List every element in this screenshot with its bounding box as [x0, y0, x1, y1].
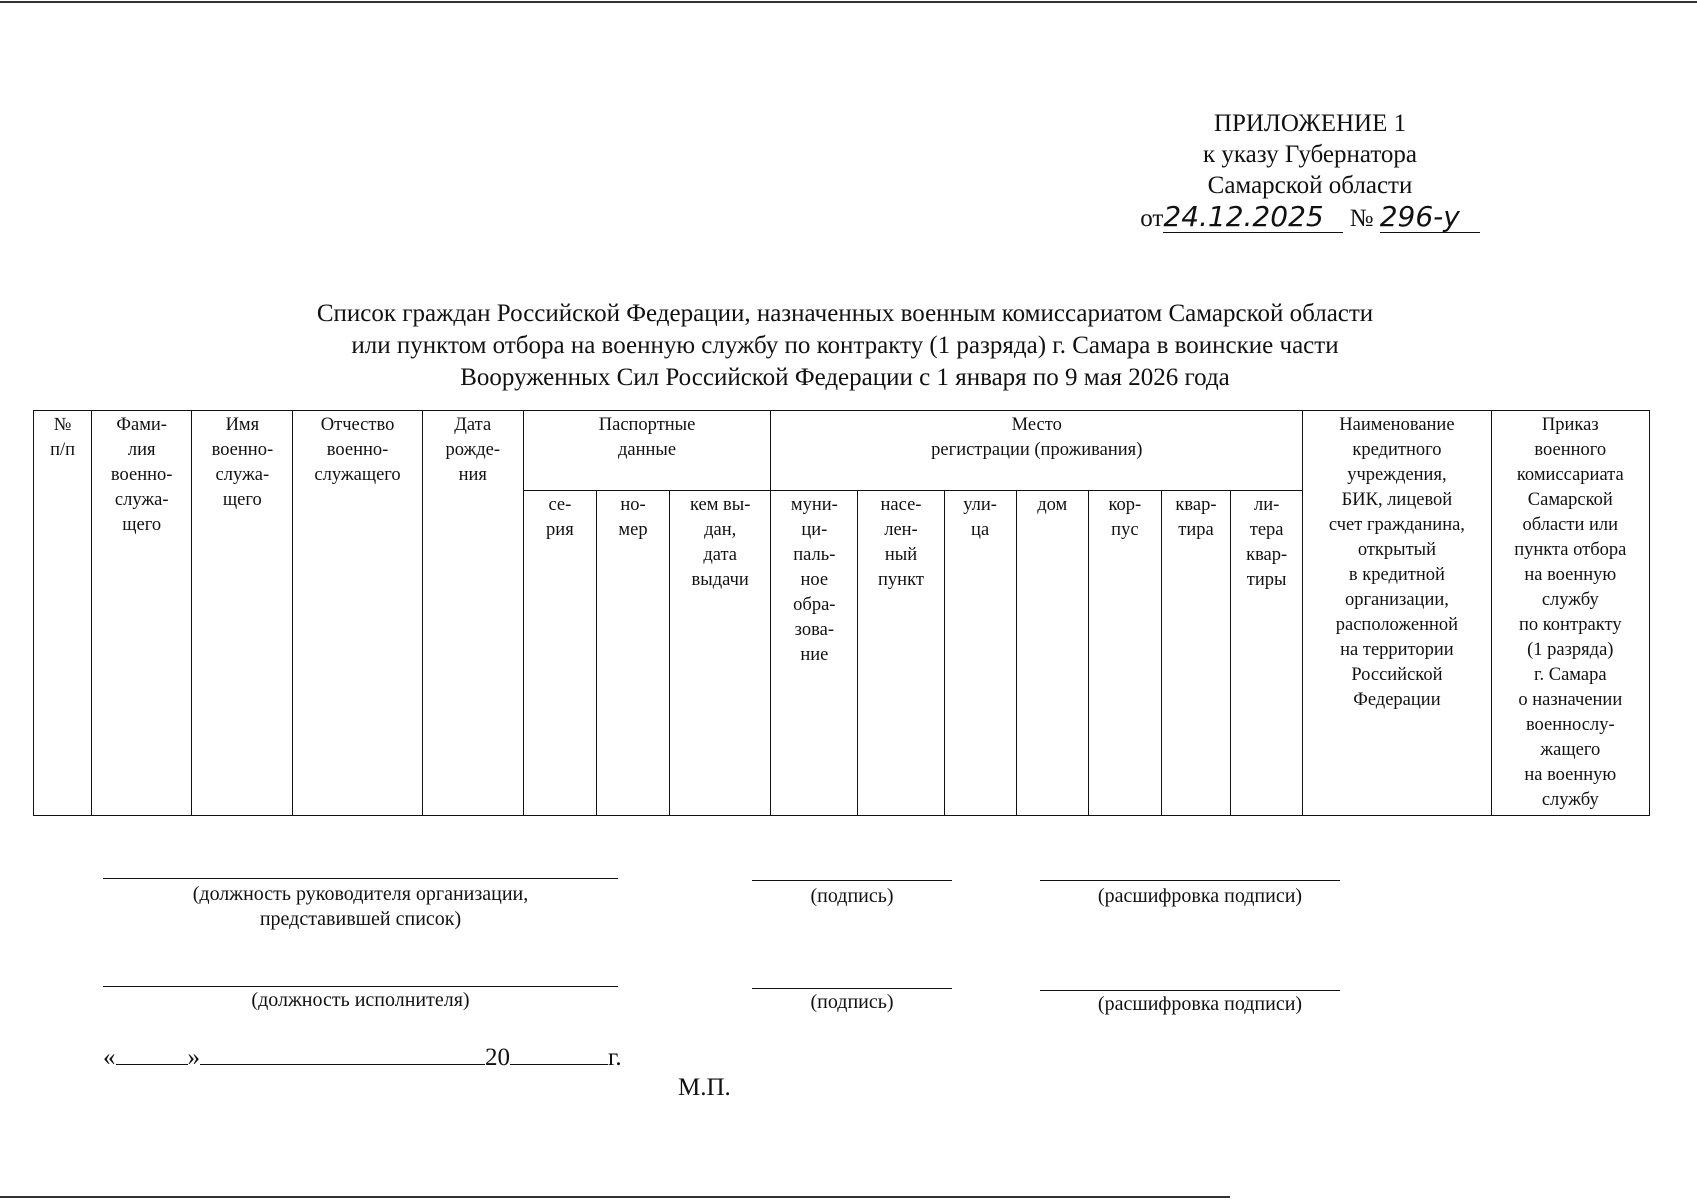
decode-caption-2: (расшифровка подписи) [1097, 993, 1303, 1015]
appendix-title: ПРИЛОЖЕНИЕ 1 [1213, 110, 1407, 137]
title-line-2: или пунктом отбора на военную службу по контракту (1 разряда) г. Самара в воинские части [351, 332, 1339, 359]
signature-caption-2: (подпись) [810, 991, 894, 1013]
table-header-row-1 [34, 411, 1650, 491]
col-municipality: муни- ци- паль- ное обра- зова- ние [771, 491, 858, 816]
decode-line-1 [1040, 880, 1340, 881]
signature-caption-1: (подпись) [810, 885, 894, 907]
year-suffix: г. [608, 1044, 622, 1071]
day-blank [116, 1040, 188, 1065]
stamp-place: М.П. [678, 1074, 731, 1101]
bottom-border-line [0, 1196, 1230, 1198]
decree-date-handwritten: 24.12.2025 [1163, 201, 1343, 233]
col-number: № п/п [34, 411, 92, 816]
number-prefix: № [1349, 205, 1374, 232]
title-line-1: Список граждан Российской Федерации, назначенных военным комиссариатом Самарской области [316, 300, 1374, 327]
year-prefix: 20 [485, 1044, 510, 1071]
signature-line-1 [752, 880, 952, 881]
executor-position-line [103, 986, 618, 987]
appendix-decree: к указу Губернатора [1202, 141, 1418, 168]
col-apartment-letter: ли- тера квар- тиры [1231, 491, 1303, 816]
top-border-line [0, 1, 1697, 3]
col-apartment: квар- тира [1161, 491, 1230, 816]
col-house: дом [1016, 491, 1088, 816]
citizens-table [33, 410, 1650, 816]
col-passport-issued: кем вы- дан, дата выдачи [670, 491, 771, 816]
col-passport-number: но- мер [596, 491, 669, 816]
open-quote: « [103, 1044, 116, 1071]
decree-number-handwritten: 296-у [1380, 201, 1480, 233]
date-line [103, 1040, 622, 1072]
col-building: кор- пус [1088, 491, 1161, 816]
from-prefix: от [1140, 205, 1164, 232]
col-birth-date: Дата рожде- ния [422, 411, 523, 816]
head-position-line [103, 878, 618, 879]
signature-line-2 [752, 988, 952, 989]
close-quote: » [187, 1044, 200, 1071]
decode-line-2 [1040, 990, 1340, 991]
col-street: ули- ца [944, 491, 1016, 816]
month-blank [200, 1040, 485, 1065]
head-position-caption: (должность руководителя организации, представившей список) [192, 883, 529, 930]
group-passport: Паспортные данные [523, 411, 770, 491]
executor-position-caption: (должность исполнителя) [251, 989, 470, 1011]
col-patronymic: Отчество военно- служащего [293, 411, 422, 816]
col-surname: Фами- лия военно- служа- щего [92, 411, 192, 816]
col-order: Приказ военного комиссариата Самарской области или пункта отбора на военную службу по контракту (1 разряда) г. Самара о назначении военнослу- жащего на военную службу [1491, 411, 1649, 816]
appendix-block [1140, 108, 1480, 234]
year-blank [510, 1040, 608, 1065]
decode-caption-1: (расшифровка подписи) [1097, 885, 1303, 907]
appendix-date-number [1140, 201, 1480, 234]
col-name: Имя военно- служа- щего [192, 411, 293, 816]
col-settlement: насе- лен- ный пункт [858, 491, 944, 816]
col-bank: Наименование кредитного учреждения, БИК, лицевой счет гражданина, открытый в кредитной организации, расположенной на территории Российской Федерации [1303, 411, 1491, 816]
title-line-3: Вооруженных Сил Российской Федерации с 1 января по 9 мая 2026 года [460, 364, 1230, 391]
document-title [200, 298, 1490, 394]
appendix-region: Самарской области [1207, 172, 1413, 199]
group-registration: Место регистрации (проживания) [771, 411, 1303, 491]
col-passport-series: се- рия [523, 491, 596, 816]
